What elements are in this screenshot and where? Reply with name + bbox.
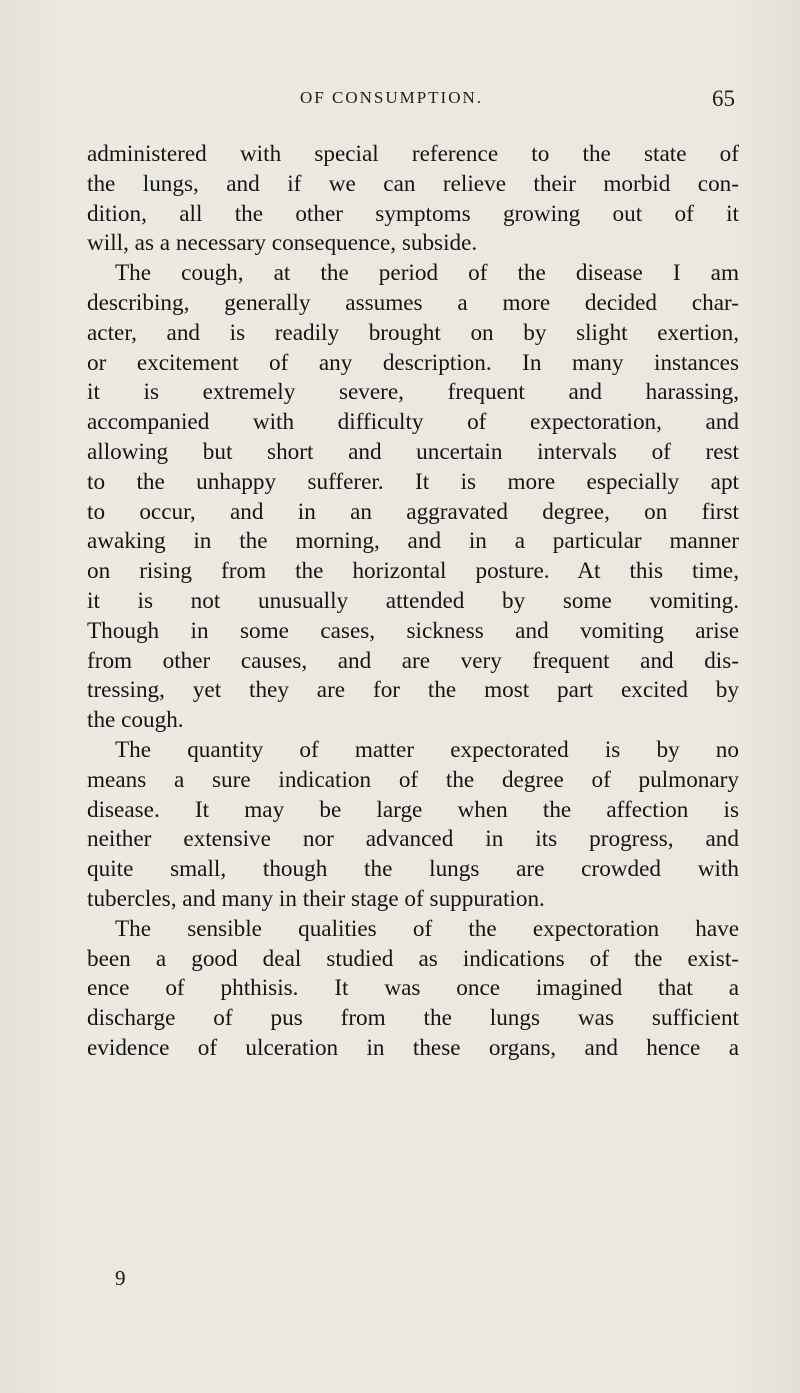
text-line: it is extremely severe, frequent and harassing, — [87, 379, 739, 406]
text-line: to occur, and in an aggravated degree, on first — [87, 498, 739, 525]
text-line: will, as a necessary consequence, subside. — [87, 230, 478, 257]
text-line: The quantity of matter expectorated is by no — [115, 736, 739, 763]
text-line: administered with special reference to the state of — [87, 141, 739, 167]
text-line: means a sure indication of the degree of pulmonary — [87, 766, 739, 793]
text-line: quite small, though the lungs are crowded with — [87, 856, 739, 883]
page-number: 65 — [712, 86, 735, 111]
text-line: awaking in the morning, and in a particular manner — [87, 528, 739, 555]
text-line: to the unhappy sufferer. It is more especially apt — [87, 468, 739, 495]
text-line: Though in some cases, sickness and vomiting arise — [87, 617, 739, 644]
text-line: accompanied with difficulty of expectoration, and — [87, 409, 739, 436]
text-line: tressing, yet they are for the most part excited by — [87, 677, 739, 704]
text-line: disease. It may be large when the affection is — [87, 796, 739, 823]
text-line: it is not unusually attended by some vomiting. — [87, 587, 739, 614]
text-line: the lungs, and if we can relieve their morbid con- — [87, 170, 739, 197]
text-line: evidence of ulceration in these organs, and hence a — [87, 1034, 739, 1061]
text-line: tubercles, and many in their stage of suppuration. — [87, 885, 545, 912]
text-line: discharge of pus from the lungs was sufficient — [87, 1005, 739, 1032]
text-line: The sensible qualities of the expectoration have — [115, 915, 739, 942]
text-line: acter, and is readily brought on by slight exertion, — [87, 319, 739, 346]
body-text — [87, 140, 739, 1064]
text-line: from other causes, and are very frequent and dis- — [87, 647, 739, 674]
text-line: on rising from the horizontal posture. At this time, — [87, 558, 739, 585]
text-line: the cough. — [87, 707, 184, 734]
text-line: allowing but short and uncertain intervals of rest — [87, 438, 739, 465]
text-line: describing, generally assumes a more decided char- — [87, 289, 739, 316]
text-line: The cough, at the period of the disease I am — [115, 260, 739, 287]
text-line: neither extensive nor advanced in its progress, and — [87, 826, 739, 853]
text-line: dition, all the other symptoms growing out of it — [87, 200, 739, 227]
text-line: ence of phthisis. It was once imagined that a — [87, 975, 739, 1002]
running-head — [0, 88, 800, 118]
signature-mark: 9 — [115, 1266, 126, 1290]
text-line: or excitement of any description. In many instances — [87, 349, 739, 376]
text-line: been a good deal studied as indications of the exist- — [87, 945, 739, 972]
running-title: OF CONSUMPTION. — [300, 88, 484, 107]
